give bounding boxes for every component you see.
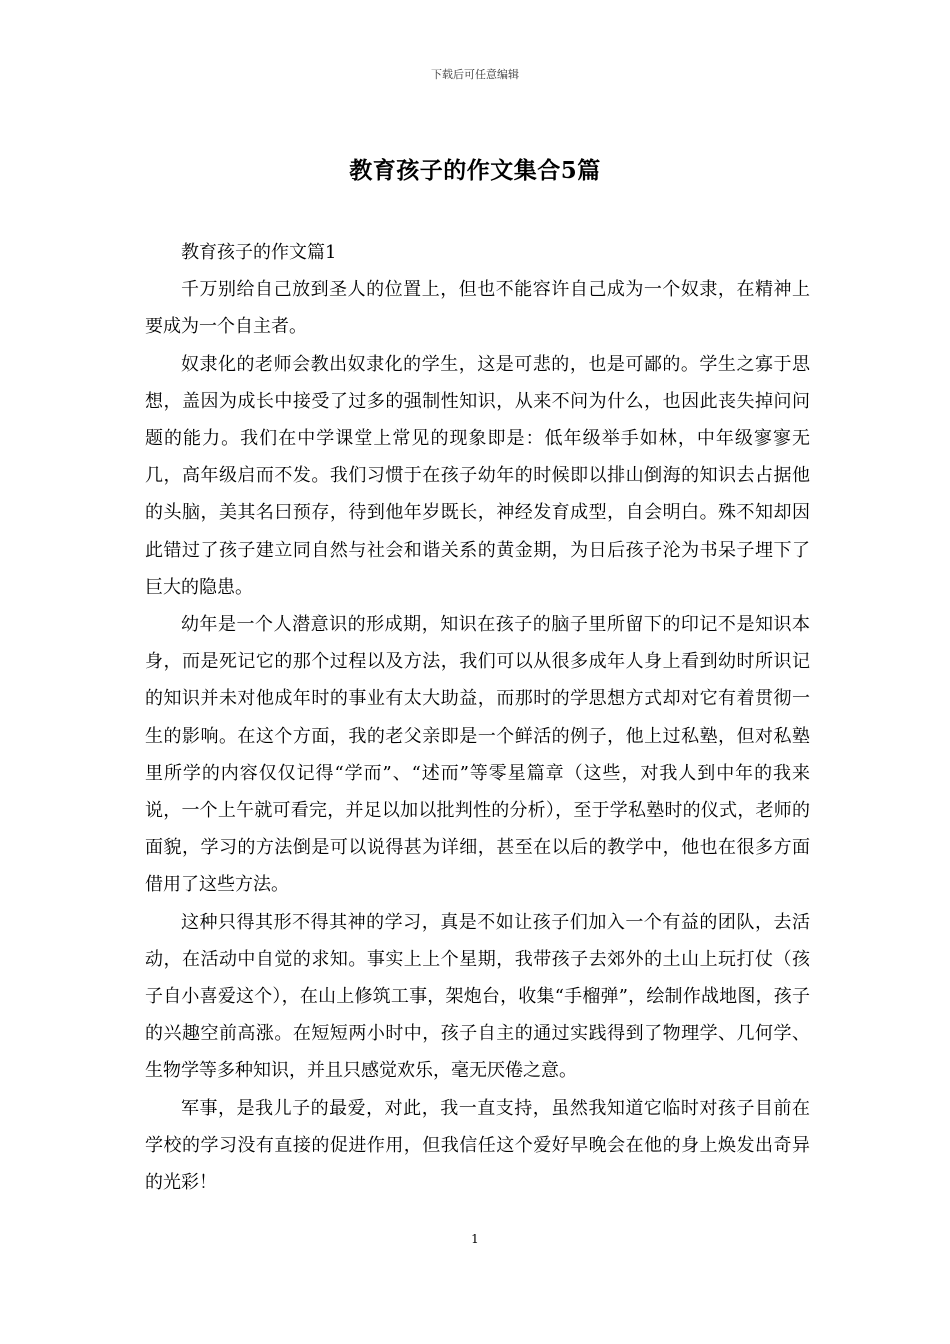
header-note: 下载后可任意编辑 (431, 68, 519, 81)
document-title: 教育孩子的作文集合5篇 (349, 157, 601, 184)
document-body (145, 234, 810, 1201)
paragraph: 奴隶化的老师会教出奴隶化的学生，这是可悲的，也是可鄙的。学生之寡于思想，盖因为成长中接受了过多的强制性知识，从来不问为什么，也因此丧失掉问问题的能力。我们在中学课堂上常见的现象即是：低年级举手如林，中年级寥寥无几，高年级启而不发。我们习惯于在孩子幼年的时候即以排山倒海的知识去占据他的头脑，美其名曰预存，待到他年岁既长，神经发育成型，自会明白。殊不知却因此错过了孩子建立同自然与社会和谐关系的黄金期，为日后孩子沦为书呆子埋下了巨大的隐患。 (145, 353, 810, 598)
paragraph: 军事，是我儿子的最爱，对此，我一直支持，虽然我知道它临时对孩子目前在学校的学习没有直接的促进作用，但我信任这个爱好早晚会在他的身上焕发出奇异的光彩！ (145, 1097, 810, 1194)
section-heading: 教育孩子的作文篇1 (181, 242, 337, 263)
page-number: 1 (471, 1232, 479, 1246)
paragraph: 幼年是一个人潜意识的形成期，知识在孩子的脑子里所留下的印记不是知识本身，而是死记它的那个过程以及方法，我们可以从很多成年人身上看到幼时所识记的知识并未对他成年时的事业有太大助益，而那时的学思想方式却对它有着贯彻一生的影响。在这个方面，我的老父亲即是一个鲜活的例子，他上过私塾，但对私塾里所学的内容仅仅记得“学而”、“述而”等零星篇章（这些，对我人到中年的我来说，一个上午就可看完，并足以加以批判性的分析），至于学私塾时的仪式，老师的面貌，学习的方法倒是可以说得甚为详细，甚至在以后的教学中，他也在很多方面借用了这些方法。 (145, 614, 810, 896)
paragraph: 这种只得其形不得其神的学习，真是不如让孩子们加入一个有益的团队，去活动，在活动中自觉的求知。事实上上个星期，我带孩子去郊外的土山上玩打仗（孩子自小喜爱这个），在山上修筑工事，架炮台，收集“手榴弹”，绘制作战地图，孩子的兴趣空前高涨。在短短两小时中，孩子自主的通过实践得到了物理学、几何学、生物学等多种知识，并且只感觉欢乐，毫无厌倦之意。 (145, 911, 810, 1082)
paragraph: 千万别给自己放到圣人的位置上，但也不能容许自己成为一个奴隶，在精神上要成为一个自主者。 (145, 279, 810, 338)
